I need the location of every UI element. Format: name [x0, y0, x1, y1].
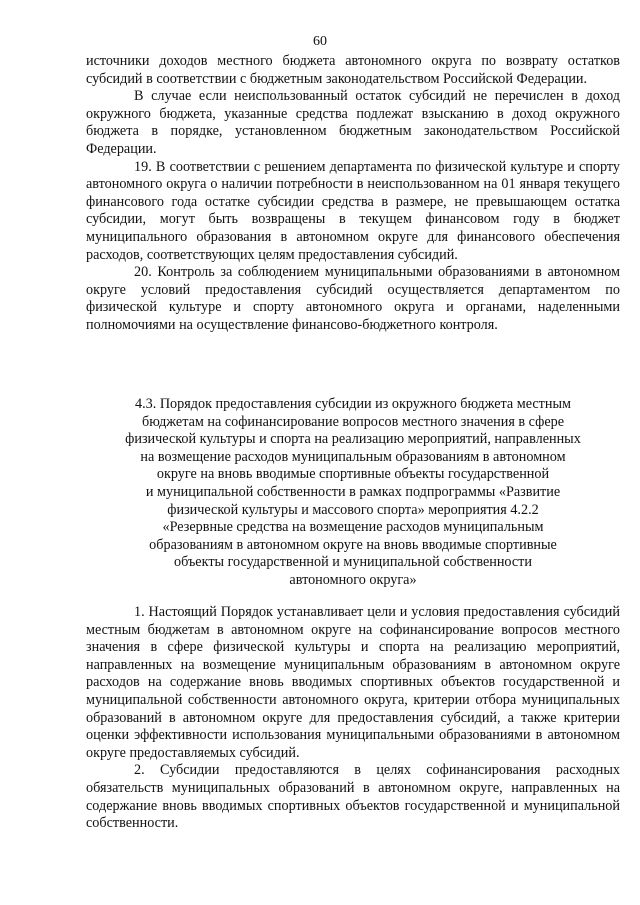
- heading-line: автономного округа»: [289, 571, 417, 588]
- heading-line: объекты государственной и муниципальной собственности: [174, 554, 532, 571]
- heading-line: «Резервные средства на возмещение расходов муниципальным: [162, 519, 544, 536]
- heading-line: округе на вновь вводимые спортивные объекты государственной: [156, 466, 550, 483]
- heading-line: бюджетам на софинансирование вопросов местного значения в сфере: [141, 413, 565, 430]
- section-heading: [96, 396, 610, 590]
- heading-line: образованиям в автономном округе на вновь вводимые спортивные: [149, 536, 557, 553]
- paragraph: 20. Контроль за соблюдением муниципальными образованиями в автономном округе условий предоставления субсидий осуществляется департаментом по физической культуре и спорту автономного округа и органами, наделенными полномочиями на осуществление финансово-бюджетного контроля.: [86, 264, 620, 333]
- paragraph: 1. Настоящий Порядок устанавливает цели и условия предоставления субсидий местным бюджетам в автономном округе на софинансирование вопросов местного значения в сфере физической культуры и спорта на реализацию мероприятий, направленных на возмещение муниципальным образованиям в автономном округе расходов на содержание вновь вводимых спортивных объектов государственной и муниципальной собственности автономного округа, критерии отбора муниципальных образований в автономном округе для предоставления субсидий, а также критерии оценки эффективности использования муниципальными образованиями в автономном округе предоставляемых субсидий.: [86, 604, 620, 761]
- heading-line: физической культуры и массового спорта» мероприятия 4.2.2: [167, 501, 539, 518]
- heading-line: физической культуры и спорта на реализацию мероприятий, направленных: [125, 431, 581, 448]
- paragraph: 2. Субсидии предоставляются в целях софинансирования расходных обязательств муниципальных образований в автономном округе, направленных на содержание вновь вводимых спортивных объектов государственной и муниципальной собственности.: [86, 762, 620, 832]
- paragraph: В случае если неиспользованный остаток субсидий не перечислен в доход окружного бюджета, указанные средства подлежат взысканию в доход окружного бюджета в порядке, установленном бюджетным законодательством Российской Федерации.: [86, 88, 620, 157]
- paragraph: источники доходов местного бюджета автономного округа по возврату остатков субсидий в соответствии с бюджетным законодательством Российской Федерации.: [86, 53, 620, 87]
- heading-line: 4.3. Порядок предоставления субсидии из окружного бюджета местным: [134, 396, 571, 412]
- page-number: 60: [313, 34, 327, 49]
- heading-line: на возмещение расходов муниципальным образованиям в автономном: [140, 448, 566, 465]
- text-block-bottom: [86, 604, 620, 833]
- paragraph: 19. В соответствии с решением департамента по физической культуре и спорту автономного округа о наличии потребности в неиспользованном на 01 января текущего финансового года остатке субсидии средства в размере, не превышающем остатка субсидии, могут быть возвращены в текущем финансовом году в бюджет муниципального образования в автономном округе для финансового обеспечения расходов, соответствующих целям предоставления субсидий.: [86, 158, 620, 263]
- text-block-top: [86, 53, 620, 335]
- heading-line: и муниципальной собственности в рамках подпрограммы «Развитие: [145, 483, 561, 500]
